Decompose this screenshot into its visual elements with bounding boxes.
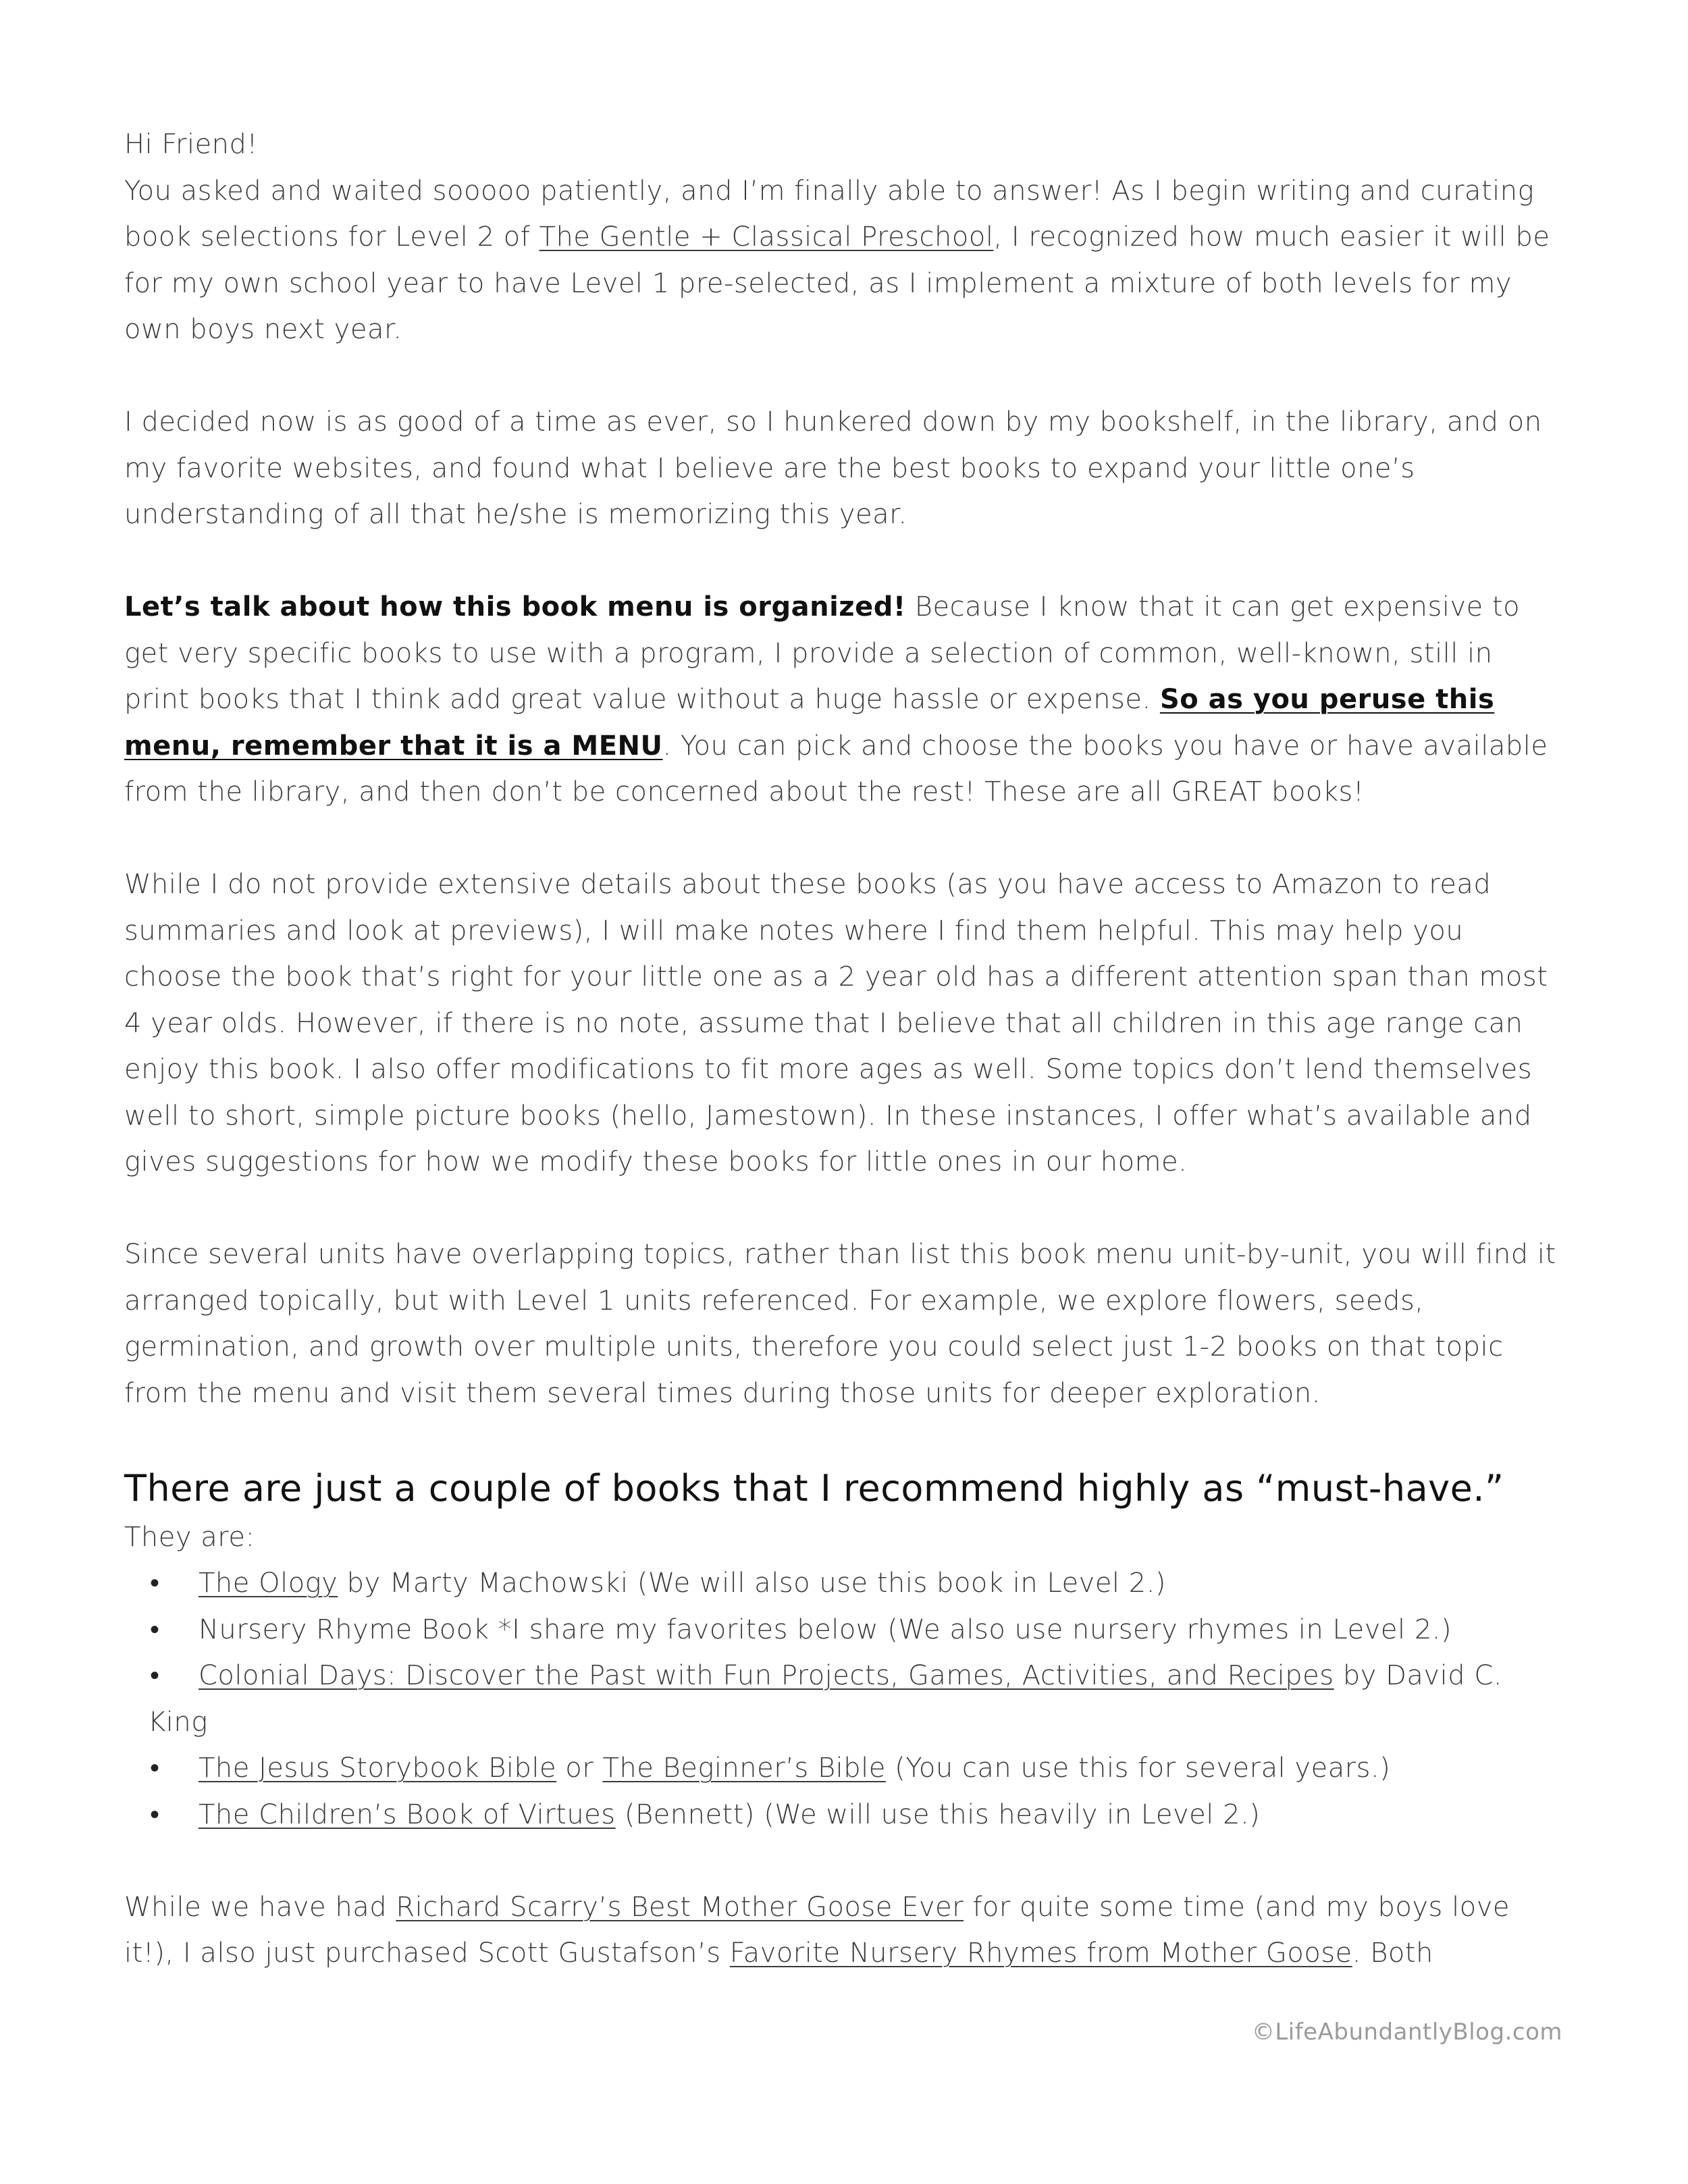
bullet-icon: • — [150, 1753, 160, 1784]
author-continuation: King — [148, 1706, 208, 1738]
gentle-classical-preschool-link[interactable]: The Gentle + Classical Preschool — [539, 221, 994, 252]
mother-goose-text-b: for quite some time (and my boys love it!), I also just purchased Scott Gustafson’s — [124, 1891, 1510, 1969]
document-body — [124, 122, 1562, 1977]
book-note: by David C. — [1334, 1660, 1502, 1691]
copyright-footer: ©LifeAbundantlyBlog.com — [1251, 2019, 1562, 2046]
menu-reminder-link[interactable]: So as you peruse this menu, remember that it is a MENU — [124, 684, 1495, 762]
menu-organization-text-a: Because I know that it can get expensive to get very specific books to use with a program, I provide a selection of common, well-known, still in print books that I think add great value without a huge hassle or expense. — [124, 591, 1521, 715]
list-item — [124, 1792, 1562, 1838]
the-ology-link[interactable]: The Ology — [199, 1568, 338, 1599]
favorite-nursery-rhymes-link[interactable]: Favorite Nursery Rhymes from Mother Goose — [729, 1938, 1352, 1969]
must-have-heading: There are just a couple of books that I recommend highly as “must-have.” — [124, 1466, 1504, 1510]
list-item — [124, 1745, 1562, 1792]
jesus-storybook-bible-link[interactable]: The Jesus Storybook Bible — [199, 1753, 557, 1784]
menu-organization-heading: Let’s talk about how this book menu is organized! — [124, 591, 906, 622]
intro-text-a: You asked and waited sooooo patiently, and I’m finally able to answer! As I begin writing and curating book selections for Level 2 of — [124, 175, 1535, 252]
mother-goose-text-c: . Both — [1352, 1938, 1433, 1969]
menu-organization-text-b: . You can pick and choose the books you have or have available from the library, and then don’t be concerned about the rest! These are all GREAT books! — [124, 730, 1548, 807]
bullet-icon: • — [150, 1568, 160, 1599]
must-have-book-list — [124, 1560, 1562, 1838]
topical-arrangement-paragraph: Since several units have overlapping topics, rather than list this book menu unit-by-unit, you will find it arranged topically, but with Level 1 units referenced. For example, we explore flowers, seeds, germination, and growth over multiple units, therefore you could select just 1-2 books on that topic from the menu and visit them several times during those units for deeper exploration. — [124, 1239, 1556, 1409]
mother-goose-text-a: While we have had — [124, 1891, 396, 1923]
bookshelf-paragraph: I decided now is as good of a time as ever, so I hunkered down by my bookshelf, in the library, and on my favorite websites, and found what I believe are the best books to expand your little one’s understanding of all that he/she is memorizing this year. — [124, 406, 1542, 530]
details-paragraph: While I do not provide extensive details about these books (as you have access to Amazon to read summaries and look at previews), I will make notes where I find them helpful. This may help you choose the book that’s right for your little one as a 2 year old has a different attention span than most 4 year olds. However, if there is no note, assume that I believe that all children in this age range can enjoy this book. I also offer modifications to fit more ages as well. Some topics don’t lend themselves well to short, simple picture books (hello, Jamestown). In these instances, I offer what’s available and gives suggestions for how we modify these books for little ones in our home. — [124, 869, 1548, 1177]
bullet-icon: • — [150, 1799, 160, 1830]
intro-text-b: , I recognized how much easier it will be for my own school year to have Level 1 pre-selected, as I implement a mixture of both levels for my own boys next year. — [124, 221, 1550, 345]
mother-goose-paragraph — [124, 1884, 1562, 1977]
book-connector: or — [556, 1753, 603, 1784]
colonial-days-link[interactable]: Colonial Days: Discover the Past with Fun Projects, Games, Activities, and Recipes — [199, 1660, 1334, 1691]
bullet-icon: • — [150, 1614, 160, 1645]
book-note: by Marty Machowski (We will also use this book in Level 2.) — [338, 1568, 1167, 1599]
book-note: Nursery Rhyme Book *I share my favorites below (We also use nursery rhymes in Level 2.) — [199, 1614, 1452, 1645]
intro-paragraph — [124, 168, 1562, 353]
book-note: (Bennett) (We will use this heavily in Level 2.) — [615, 1799, 1261, 1830]
book-note: (You can use this for several years.) — [885, 1753, 1391, 1784]
bullet-icon: • — [150, 1660, 160, 1691]
richard-scarry-link[interactable]: Richard Scarry’s Best Mother Goose Ever — [396, 1891, 964, 1923]
must-have-intro: They are: — [124, 1521, 255, 1553]
menu-organization-paragraph — [124, 584, 1562, 816]
list-item — [124, 1560, 1562, 1607]
greeting: Hi Friend! — [124, 129, 258, 160]
list-item — [124, 1607, 1562, 1653]
book-of-virtues-link[interactable]: The Children’s Book of Virtues — [199, 1799, 616, 1830]
list-item — [124, 1653, 1562, 1745]
beginners-bible-link[interactable]: The Beginner’s Bible — [602, 1753, 886, 1784]
